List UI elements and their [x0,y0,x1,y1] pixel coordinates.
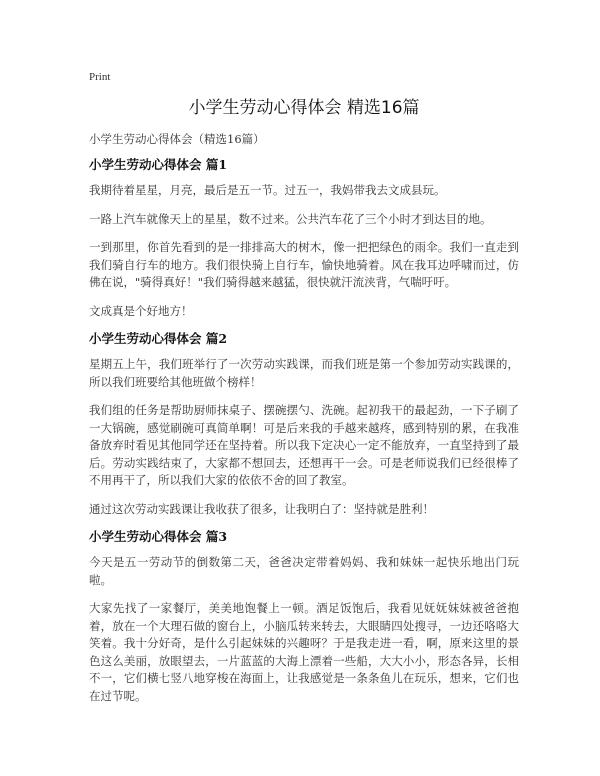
paragraph: 文成真是个好地方！ [89,303,193,318]
section-heading: 小学生劳动心得体会 篇2 [89,331,228,346]
print-label: Print [89,71,111,83]
paragraph: 通过这次劳动实践课让我收获了很多，让我明白了：坚持就是胜利！ [89,501,434,516]
document-subtitle: 小学生劳动心得体会（精选16篇） [89,132,265,146]
paragraph: 我们组的任务是帮助厨师抹桌子、摆碗摆勺、洗碗。起初我干的最起劲，一下子刷了一大锅碗，感觉刷碗可真简单啊！可是后来我的手越来越疼，感到特别的累，在我准备放弃时看见其他同学还在坚持着。所以我下定决心一定不能放弃，一直坚持到了最后。劳动实践结束了，大家都不想回去，还想再干一会。可是老师说我们已经很棒了不用再干了，所以我们大家的依依不舍的回了教室。 [89,403,519,487]
document-page [89,70,519,716]
paragraph: 一到那里，你首先看到的是一排排高大的树木，像一把把绿色的雨伞。我们一直走到我们骑自行车的地方。我们很快骑上自行车，愉快地骑着。风在我耳边呼啸而过，仿佛在说，"骑得真好！"我们骑得越来越猛，很快就汗流浃背，气喘吁吁。 [89,240,519,289]
paragraph: 星期五上午，我们班举行了一次劳动实践课，而我们班是第一个参加劳动实践课的，所以我们班要给其他班做个榜样！ [89,357,519,389]
paragraph: 今天是五一劳动节的倒数第二天，爸爸决定带着妈妈、我和妹妹一起快乐地出门玩啦。 [89,555,519,587]
section-2 [89,331,519,518]
paragraph: 一路上汽车就像天上的星星，数不过来。公共汽车花了三个小时才到达目的地。 [89,211,492,226]
document-title: 小学生劳动心得体会 精选16篇 [188,98,420,118]
section-heading: 小学生劳动心得体会 篇3 [89,529,228,544]
paragraph: 我期待着星星，月亮，最后是五一节。过五一，我妈带我去文成县玩。 [89,183,446,197]
section-heading: 小学生劳动心得体会 篇1 [89,157,228,172]
paragraph: 大家先找了一家餐厅，美美地饱餐上一顿。酒足饭饱后，我看见妩妩妹妹被爸爸抱着，放在一个大理石做的窗台上，小脑瓜转来转去，大眼睛四处搜寻，一边还咯咯大笑着。我十分好奇，是什么引起妹妹的兴趣呀？于是我走进一看，啊，原来这里的景色这么美丽，放眼望去，一片蓝蓝的大海上漂着一些船，大大小小，形态各异，长相不一，它们横七竖八地穿梭在海面上，让我感觉是一条条鱼儿在玩乐，想来，它们也在过节呢。 [89,601,519,703]
section-3 [89,529,519,705]
section-1 [89,157,519,320]
